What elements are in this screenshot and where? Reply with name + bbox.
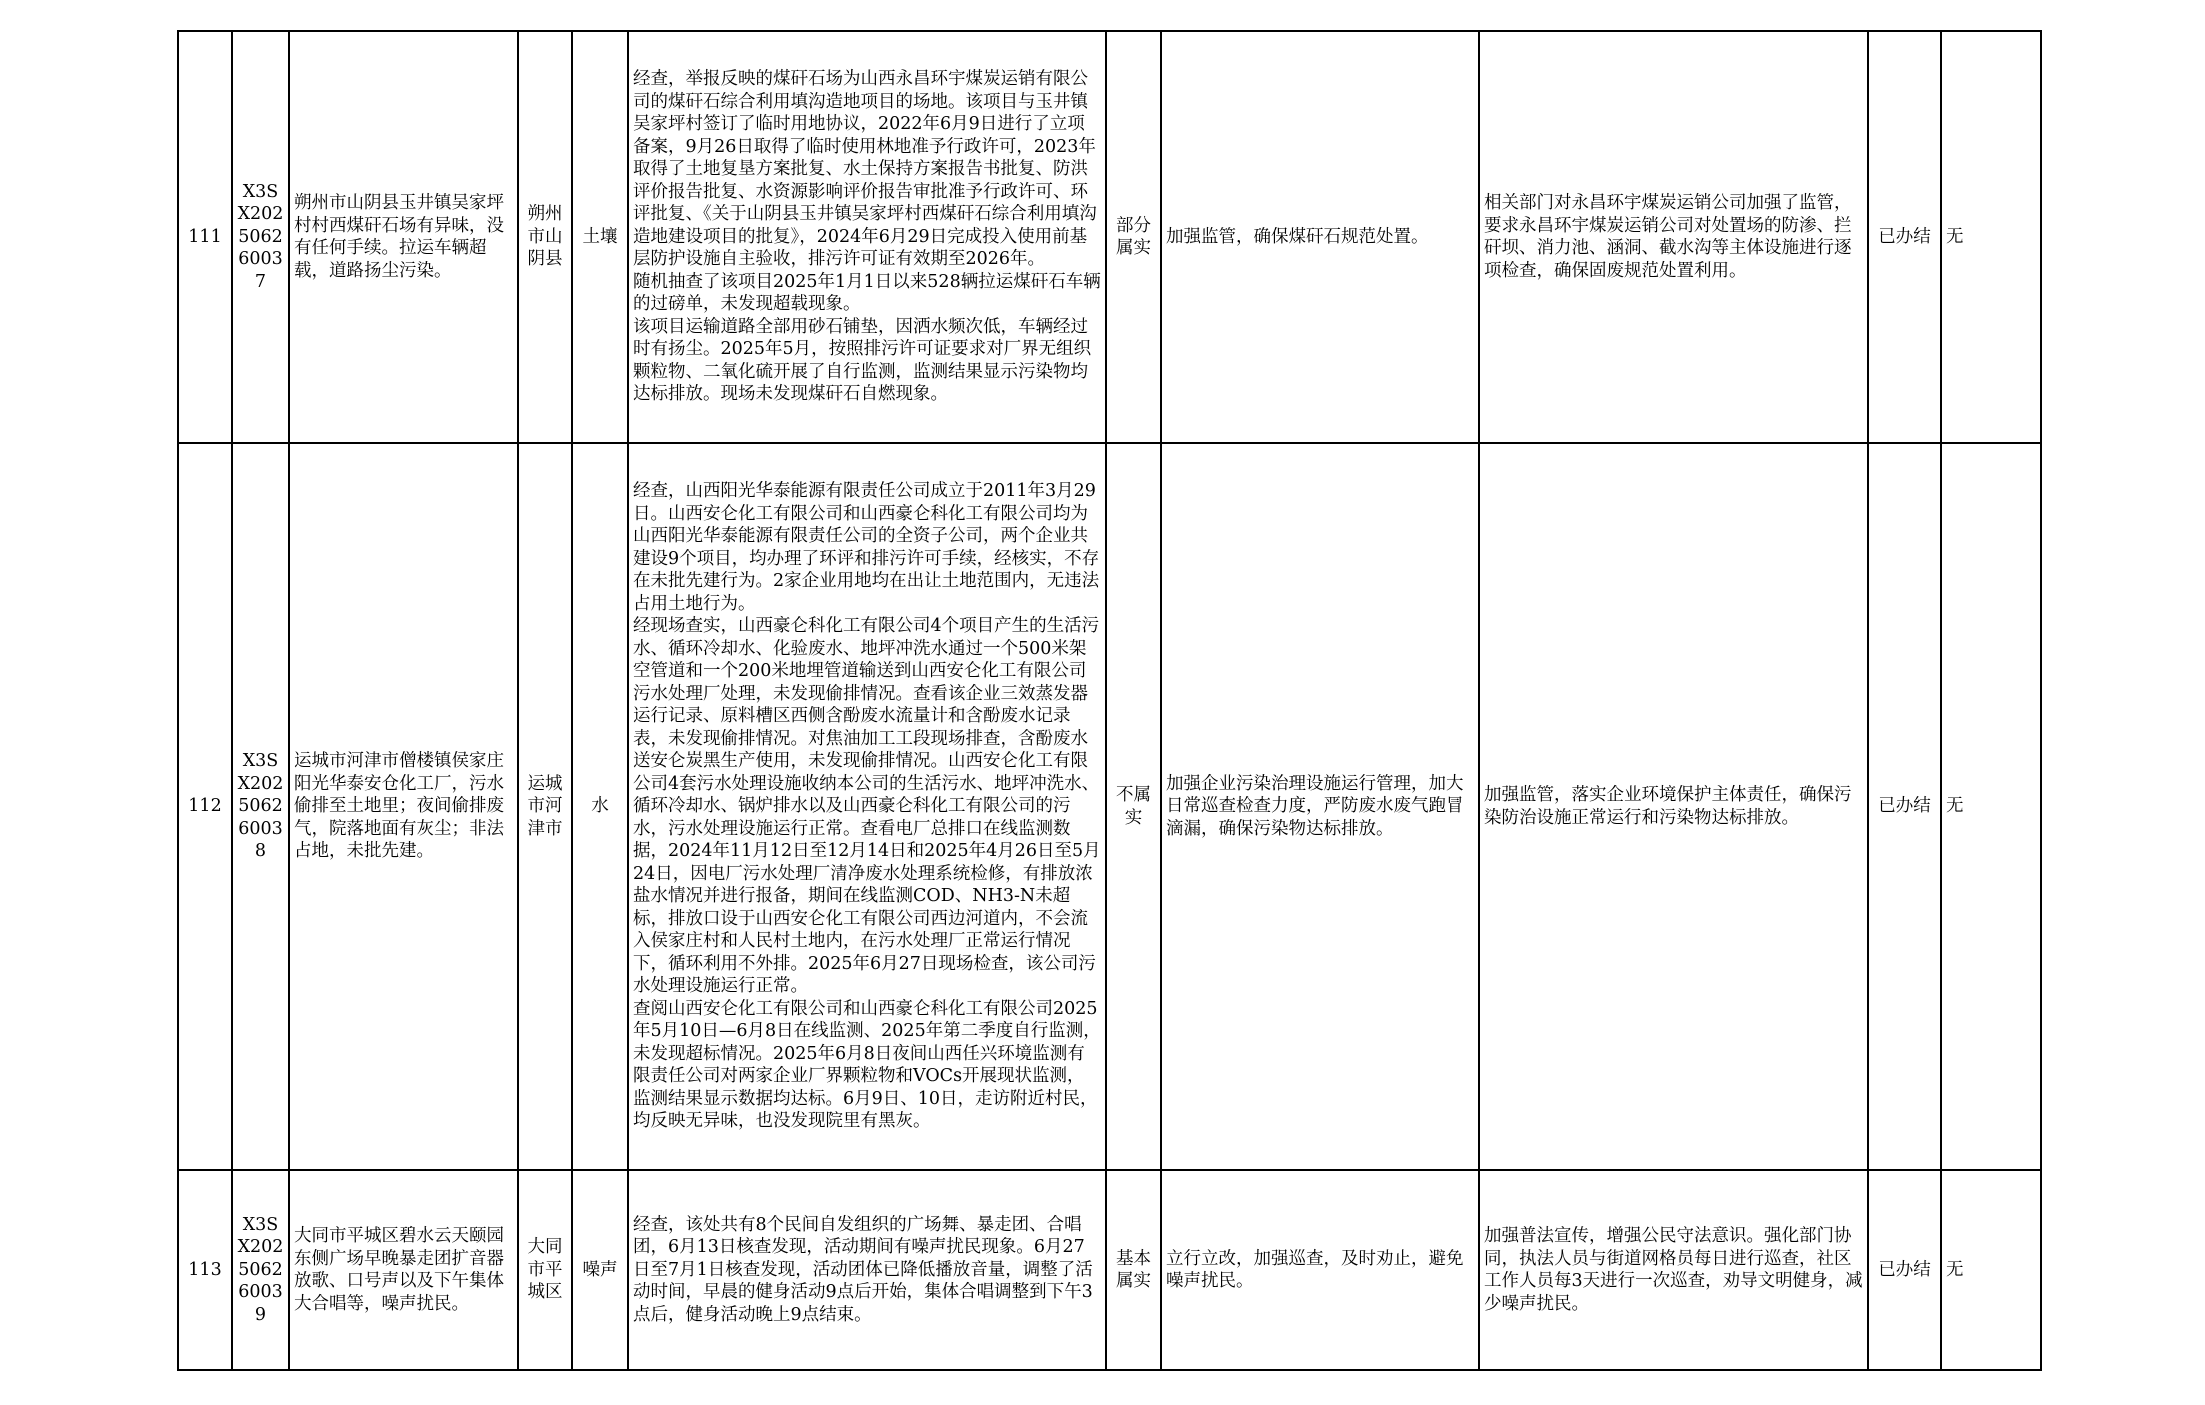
table-row	[178, 443, 2041, 1170]
verdict: 基本属实	[1106, 1170, 1161, 1370]
investigation-findings: 经查，该处共有8个民间自发组织的广场舞、暴走团、合唱团，6月13日核查发现，活动期间有噪声扰民现象。6月27日至7月1日核查发现，活动团体已降低播放音量，调整了活动时间，早晨的健身活动9点后开始，集体合唱调整到下午3点后，健身活动晚上9点结束。	[628, 1170, 1106, 1370]
case-id: X3SX202506260039	[232, 1170, 289, 1370]
table-row	[178, 31, 2041, 443]
rectification-measures: 相关部门对永昌环宇煤炭运销公司加强了监管，要求永昌环宇煤炭运销公司对处置场的防渗、拦矸坝、消力池、涵洞、截水沟等主体设施进行逐项检查，确保固废规范处置利用。	[1479, 31, 1868, 443]
administrative-region: 朔州市山阴县	[518, 31, 572, 443]
case-number: 111	[178, 31, 232, 443]
complaint-content: 大同市平城区碧水云天颐园东侧广场早晚暴走团扩音器放歌、口号声以及下午集体大合唱等，噪声扰民。	[289, 1170, 518, 1370]
investigation-findings: 经查，山西阳光华泰能源有限责任公司成立于2011年3月29日。山西安仑化工有限公司和山西豪仑科化工有限公司均为山西阳光华泰能源有限责任公司的全资子公司，两个企业共建设9个项目，均办理了环评和排污许可手续，经核实，不存在未批先建行为。2家企业用地均在出让土地范围内，无违法占用土地行为。 经现场查实，山西豪仑科化工有限公司4个项目产生的生活污水、循环冷却水、化验废水、地坪冲洗水通过一个500米架空管道和一个200米地埋管道输送到山西安仑化工有限公司污水处理厂处理，未发现偷排情况。查看该企业三效蒸发器运行记录、原料槽区西侧含酚废水流量计和含酚废水记录表，未发现偷排情况。对焦油加工工段现场排查，含酚废水送安仑炭黑生产使用，未发现偷排情况。山西安仑化工有限公司4套污水处理设施收纳本公司的生活污水、地坪冲洗水、循环冷却水、锅炉排水以及山西豪仑科化工有限公司的污水，污水处理设施运行正常。查看电厂总排口在线监测数据，2024年11月12日至12月14日和2025年4月26日至5月24日，因电厂污水处理厂清净废水处理系统检修，有排放浓盐水情况并进行报备，期间在线监测COD、NH3-N未超标，排放口设于山西安仑化工有限公司西边河道内，不会流入侯家庄村和人民村土地内，在污水处理厂正常运行情况下，循环利用不外排。2025年6月27日现场检查，该公司污水处理设施运行正常。 查阅山西安仑化工有限公司和山西豪仑科化工有限公司2025年5月10日—6月8日在线监测、2025年第二季度自行监测，未发现超标情况。2025年6月8日夜间山西任兴环境监测有限责任公司对两家企业厂界颗粒物和VOCs开展现状监测，监测结果显示数据均达标。6月9日、10日，走访附近村民，均反映无异味，也没发现院里有黑灰。	[628, 443, 1106, 1170]
pollution-category: 噪声	[572, 1170, 628, 1370]
completion-status: 已办结	[1868, 1170, 1941, 1370]
complaint-content: 朔州市山阴县玉井镇吴家坪村村西煤矸石场有异味，没有任何手续。拉运车辆超载，道路扬尘污染。	[289, 31, 518, 443]
pollution-category: 土壤	[572, 31, 628, 443]
pollution-category: 水	[572, 443, 628, 1170]
complaint-content: 运城市河津市僧楼镇侯家庄阳光华泰安仓化工厂，污水偷排至土地里；夜间偷排废气，院落地面有灰尘；非法占地，未批先建。	[289, 443, 518, 1170]
verdict: 部分属实	[1106, 31, 1161, 443]
investigation-findings: 经查，举报反映的煤矸石场为山西永昌环宇煤炭运销有限公司的煤矸石综合利用填沟造地项目的场地。该项目与玉井镇吴家坪村签订了临时用地协议，2022年6月9日进行了立项备案，9月26日取得了临时使用林地准予行政许可，2023年取得了土地复垦方案批复、水土保持方案报告书批复、防洪评价报告批复、水资源影响评价报告审批准予行政许可、环评批复、《关于山阴县玉井镇吴家坪村西煤矸石综合利用填沟造地建设项目的批复》，2024年6月29日完成投入使用前基层防护设施自主验收，排污许可证有效期至2026年。 随机抽查了该项目2025年1月1日以来528辆拉运煤矸石车辆的过磅单，未发现超载现象。 该项目运输道路全部用砂石铺垫，因洒水频次低，车辆经过时有扬尘。2025年5月，按照排污许可证要求对厂界无组织颗粒物、二氧化硫开展了自行监测，监测结果显示污染物均达标排放。现场未发现煤矸石自燃现象。	[628, 31, 1106, 443]
administrative-region: 运城市河津市	[518, 443, 572, 1170]
completion-status: 已办结	[1868, 443, 1941, 1170]
accountability: 无	[1941, 443, 2041, 1170]
handling-opinion: 立行立改，加强巡查，及时劝止，避免噪声扰民。	[1161, 1170, 1479, 1370]
handling-opinion: 加强企业污染治理设施运行管理，加大日常巡查检查力度，严防废水废气跑冒滴漏，确保污染物达标排放。	[1161, 443, 1479, 1170]
accountability: 无	[1941, 31, 2041, 443]
verdict: 不属实	[1106, 443, 1161, 1170]
case-id: X3SX202506260038	[232, 443, 289, 1170]
administrative-region: 大同市平城区	[518, 1170, 572, 1370]
case-id: X3SX202506260037	[232, 31, 289, 443]
rectification-measures: 加强监管，落实企业环境保护主体责任，确保污染防治设施正常运行和污染物达标排放。	[1479, 443, 1868, 1170]
completion-status: 已办结	[1868, 31, 1941, 443]
accountability: 无	[1941, 1170, 2041, 1370]
case-number: 113	[178, 1170, 232, 1370]
rectification-measures: 加强普法宣传，增强公民守法意识。强化部门协同，执法人员与街道网格员每日进行巡查，社区工作人员每3天进行一次巡查，劝导文明健身，减少噪声扰民。	[1479, 1170, 1868, 1370]
case-table	[177, 30, 2042, 1371]
case-number: 112	[178, 443, 232, 1170]
handling-opinion: 加强监管，确保煤矸石规范处置。	[1161, 31, 1479, 443]
table-row	[178, 1170, 2041, 1370]
